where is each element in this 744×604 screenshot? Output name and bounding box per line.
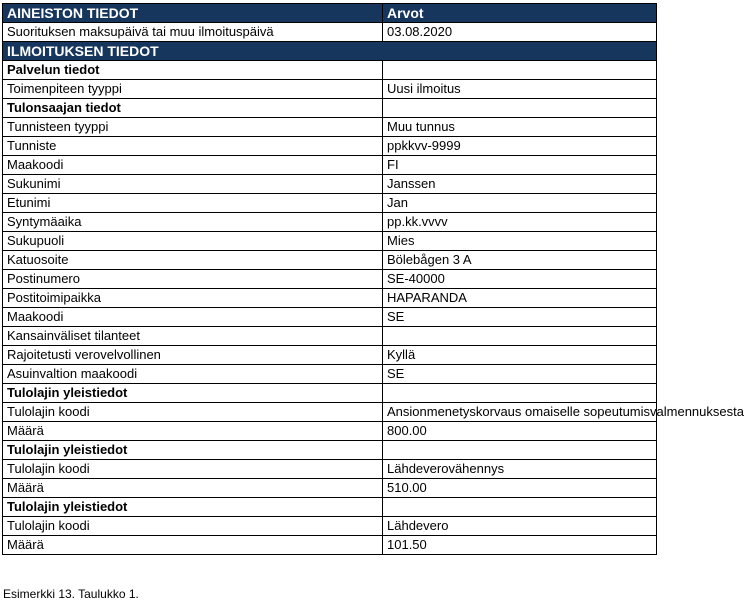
international-value: SE bbox=[383, 365, 657, 384]
header-row bbox=[3, 4, 657, 23]
table-row bbox=[3, 327, 657, 346]
table-row bbox=[3, 270, 657, 289]
table-row bbox=[3, 23, 657, 42]
table-row bbox=[3, 403, 657, 422]
income-code-label: Tulolajin koodi bbox=[3, 403, 383, 422]
international-label: Rajoitetusti verovelvollinen bbox=[3, 346, 383, 365]
payee-label: Tunnisteen tyyppi bbox=[3, 118, 383, 137]
international-label: Asuinvaltion maakoodi bbox=[3, 365, 383, 384]
income-amount-label: Määrä bbox=[3, 422, 383, 441]
payee-label: Katuosoite bbox=[3, 251, 383, 270]
payee-label: Tunniste bbox=[3, 137, 383, 156]
table-row bbox=[3, 536, 657, 555]
service-title: Palvelun tiedot bbox=[3, 61, 383, 80]
table-row bbox=[3, 156, 657, 175]
payment-date-value: 03.08.2020 bbox=[383, 23, 657, 42]
empty-cell bbox=[383, 99, 657, 118]
table-row bbox=[3, 517, 657, 536]
table-row bbox=[3, 251, 657, 270]
table-row bbox=[3, 289, 657, 308]
payment-date-label: Suorituksen maksupäivä tai muu ilmoituspäivä bbox=[3, 23, 383, 42]
section-header-row bbox=[3, 42, 657, 61]
table-row bbox=[3, 346, 657, 365]
international-value: Kyllä bbox=[383, 346, 657, 365]
payee-value: SE bbox=[383, 308, 657, 327]
table-row bbox=[3, 80, 657, 99]
income-type-title: Tulolajin yleistiedot bbox=[3, 498, 383, 517]
payee-label: Postitoimipaikka bbox=[3, 289, 383, 308]
table-row bbox=[3, 422, 657, 441]
payee-label: Postinumero bbox=[3, 270, 383, 289]
section-title: ILMOITUKSEN TIEDOT bbox=[3, 42, 657, 61]
action-type-value: Uusi ilmoitus bbox=[383, 80, 657, 99]
payee-value: ppkkvv-9999 bbox=[383, 137, 657, 156]
table-row bbox=[3, 498, 657, 517]
action-type-label: Toimenpiteen tyyppi bbox=[3, 80, 383, 99]
table-caption: Esimerkki 13. Taulukko 1. bbox=[3, 587, 139, 601]
empty-cell bbox=[383, 498, 657, 517]
table-row bbox=[3, 213, 657, 232]
table-row bbox=[3, 232, 657, 251]
empty-cell bbox=[383, 61, 657, 80]
table-row bbox=[3, 365, 657, 384]
data-table bbox=[2, 3, 744, 555]
payee-value: Bölebågen 3 A bbox=[383, 251, 657, 270]
income-type-title: Tulolajin yleistiedot bbox=[3, 384, 383, 403]
payee-label: Sukupuoli bbox=[3, 232, 383, 251]
empty-cell bbox=[383, 441, 657, 460]
empty-cell bbox=[383, 327, 657, 346]
payee-label: Maakoodi bbox=[3, 308, 383, 327]
table-row bbox=[3, 194, 657, 213]
payee-label: Syntymäaika bbox=[3, 213, 383, 232]
table-row bbox=[3, 479, 657, 498]
table-row bbox=[3, 61, 657, 80]
table-row bbox=[3, 384, 657, 403]
header-col-label: AINEISTON TIEDOT bbox=[3, 4, 383, 23]
table-row bbox=[3, 460, 657, 479]
table-row bbox=[3, 175, 657, 194]
income-amount-label: Määrä bbox=[3, 536, 383, 555]
income-code-label: Tulolajin koodi bbox=[3, 460, 383, 479]
table-row bbox=[3, 441, 657, 460]
payee-value: FI bbox=[383, 156, 657, 175]
header-col-values: Arvot bbox=[383, 4, 657, 23]
income-amount-label: Määrä bbox=[3, 479, 383, 498]
international-title: Kansainväliset tilanteet bbox=[3, 327, 383, 346]
payee-label: Etunimi bbox=[3, 194, 383, 213]
payee-value: Muu tunnus bbox=[383, 118, 657, 137]
income-amount-value: 510.00 bbox=[383, 479, 657, 498]
income-amount-value: 101.50 bbox=[383, 536, 657, 555]
income-code-label: Tulolajin koodi bbox=[3, 517, 383, 536]
table-row bbox=[3, 99, 657, 118]
income-code-value: Ansionmenetyskorvaus omaiselle sopeutumisvalmennuksesta bbox=[383, 403, 657, 422]
payee-value: Janssen bbox=[383, 175, 657, 194]
table-row bbox=[3, 118, 657, 137]
payee-value: Jan bbox=[383, 194, 657, 213]
payee-title: Tulonsaajan tiedot bbox=[3, 99, 383, 118]
table-row bbox=[3, 308, 657, 327]
income-code-value: Lähdevero bbox=[383, 517, 657, 536]
payee-label: Sukunimi bbox=[3, 175, 383, 194]
payee-label: Maakoodi bbox=[3, 156, 383, 175]
income-amount-value: 800.00 bbox=[383, 422, 657, 441]
empty-cell bbox=[383, 384, 657, 403]
payee-value: pp.kk.vvvv bbox=[383, 213, 657, 232]
payee-value: HAPARANDA bbox=[383, 289, 657, 308]
payee-value: SE-40000 bbox=[383, 270, 657, 289]
payee-value: Mies bbox=[383, 232, 657, 251]
income-type-title: Tulolajin yleistiedot bbox=[3, 441, 383, 460]
table-row bbox=[3, 137, 657, 156]
income-code-value: Lähdeverovähennys bbox=[383, 460, 657, 479]
